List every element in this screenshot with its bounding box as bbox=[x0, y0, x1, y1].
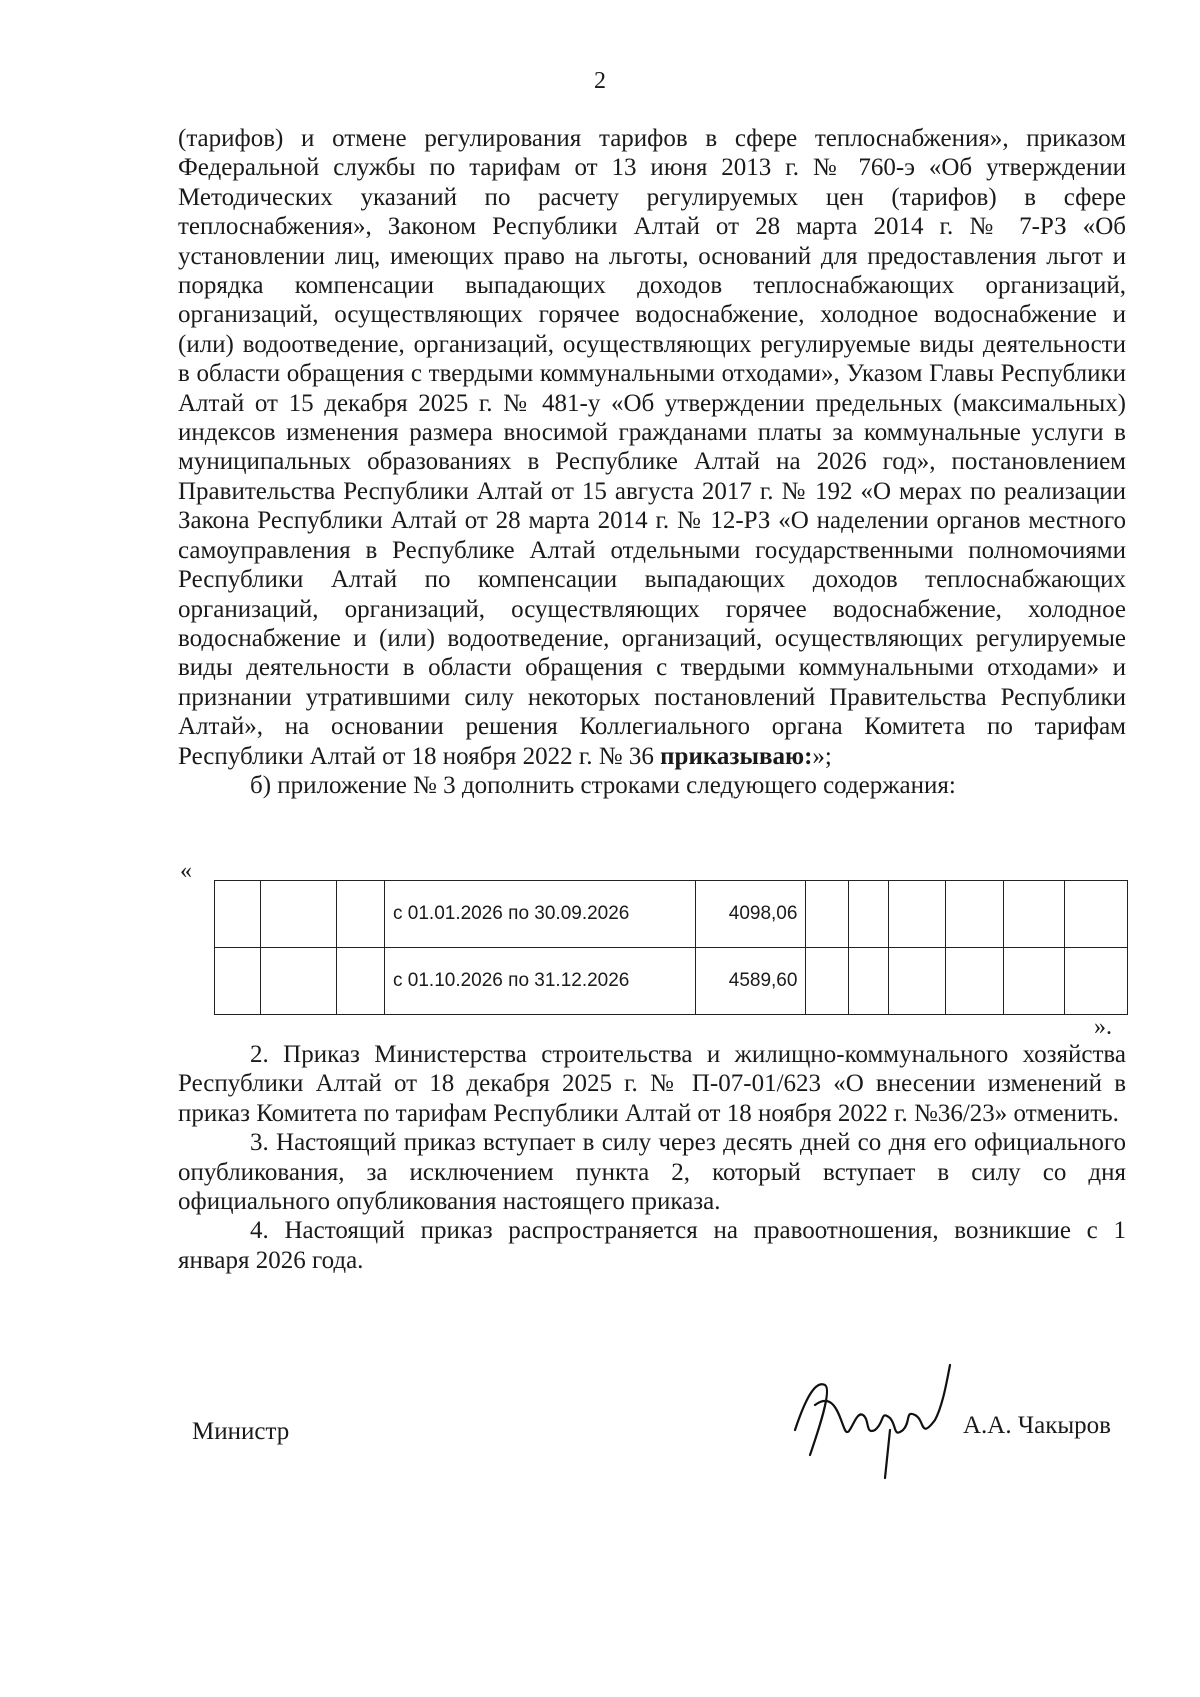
paragraph-legal-basis bbox=[178, 124, 1126, 771]
handwritten-signature bbox=[785, 1360, 955, 1480]
paragraph-legal-basis-text: (тарифов) и отмене регулирования тарифов в сфере теплоснабжения», приказом Федеральной службы по тарифам от 13 июня 2013 г. № 760-э «Об утверждении Методических указаний по расчету регулируемых цен (тарифов) в сфере теплоснабжения», Законом Республики Алтай от 28 марта 2014 г. № 7-РЗ «Об установлении лиц, имеющих право на льготы, оснований для предоставления льгот и порядка компенсации выпадающих доходов теплоснабжающих организаций, организаций, осуществляющих горячее водоснабжение, холодное водоснабжение и (или) водоотведение, организаций, осуществляющих регулируемые виды деятельности в области обращения с твердыми коммунальными отходами», Указом Главы Республики Алтай от 15 декабря 2025 г. № 481-у «Об утверждении предельных (максимальных) индексов изменения размера вносимой гражданами платы за коммунальные услуги в муниципальных образованиях в Республике Алтай на 2026 год», постановлением Правительства Республики Алтай от 15 августа 2017 г. № 192 «О мерах по реализации Закона Республики Алтай от 28 марта 2014 г. № 12-РЗ «О наделении органов местного самоуправления в Республике Алтай отдельными государственными полномочиями Республики Алтай по компенсации выпадающих доходов теплоснабжающих организаций, организаций, осуществляющих горячее водоснабжение, холодное водоснабжение и (или) водоотведение, организаций, осуществляющих регулируемые виды деятельности в области обращения с твердыми коммунальными отходами» и признании утратившими силу некоторых постановлений Правительства Республики Алтай», на основании решения Коллегиального органа Комитета по тарифам Республики Алтай от 18 ноября 2022 г. № 36 bbox=[178, 125, 1126, 770]
table-cell bbox=[888, 948, 945, 1015]
period-cell: с 01.01.2026 по 30.09.2026 bbox=[385, 881, 696, 948]
signatory-title: Министр bbox=[192, 1418, 290, 1445]
table-cell bbox=[806, 881, 848, 948]
signatory-name: А.А. Чакыров bbox=[963, 1412, 1111, 1439]
paragraph-legal-basis-end: »; bbox=[812, 742, 832, 770]
table-cell bbox=[848, 948, 888, 1015]
table-cell bbox=[945, 881, 1004, 948]
table-cell bbox=[888, 881, 945, 948]
period-cell: с 01.10.2026 по 31.12.2026 bbox=[385, 948, 696, 1015]
quote-close-mark: ». bbox=[1094, 1014, 1112, 1040]
table-cell bbox=[1004, 881, 1065, 948]
paragraph-4: 4. Настоящий приказ распространяется на правоотношения, возникшие с 1 января 2026 года. bbox=[178, 1217, 1126, 1274]
paragraph-2: 2. Приказ Министерства строительства и жилищно-коммунального хозяйства Республики Алтай от 18 декабря 2025 г. № П-07-01/623 «О внесении изменений в приказ Комитета по тарифам Республики Алтай от 18 ноября 2022 г. №36/23» отменить. bbox=[178, 1041, 1126, 1127]
table-cell bbox=[336, 948, 384, 1015]
table-cell bbox=[806, 948, 848, 1015]
table-cell bbox=[945, 948, 1004, 1015]
table-cell bbox=[261, 948, 336, 1015]
table-row bbox=[215, 881, 1128, 948]
table-cell bbox=[1065, 881, 1128, 948]
document-body bbox=[178, 124, 1126, 800]
table-cell bbox=[336, 881, 384, 948]
document-body-continued bbox=[178, 1040, 1126, 1275]
table-cell bbox=[1065, 948, 1128, 1015]
table-row bbox=[215, 948, 1128, 1015]
table-cell bbox=[215, 881, 261, 948]
quote-open-mark: « bbox=[180, 858, 192, 884]
page-number: 2 bbox=[594, 68, 606, 94]
paragraph-b: б) приложение № 3 дополнить строками следующего содержания: bbox=[250, 771, 956, 799]
appendix-rows-table bbox=[214, 880, 1128, 1015]
value-cell: 4589,60 bbox=[696, 948, 806, 1015]
table-cell bbox=[215, 948, 261, 1015]
value-cell: 4098,06 bbox=[696, 881, 806, 948]
paragraph-3: 3. Настоящий приказ вступает в силу через десять дней со дня его официального опубликования, за исключением пункта 2, который вступает в силу со дня официального опубликования настоящего приказа. bbox=[178, 1129, 1126, 1216]
table-cell bbox=[261, 881, 336, 948]
table-cell bbox=[848, 881, 888, 948]
order-keyword: приказываю: bbox=[660, 742, 813, 770]
table-cell bbox=[1004, 948, 1065, 1015]
